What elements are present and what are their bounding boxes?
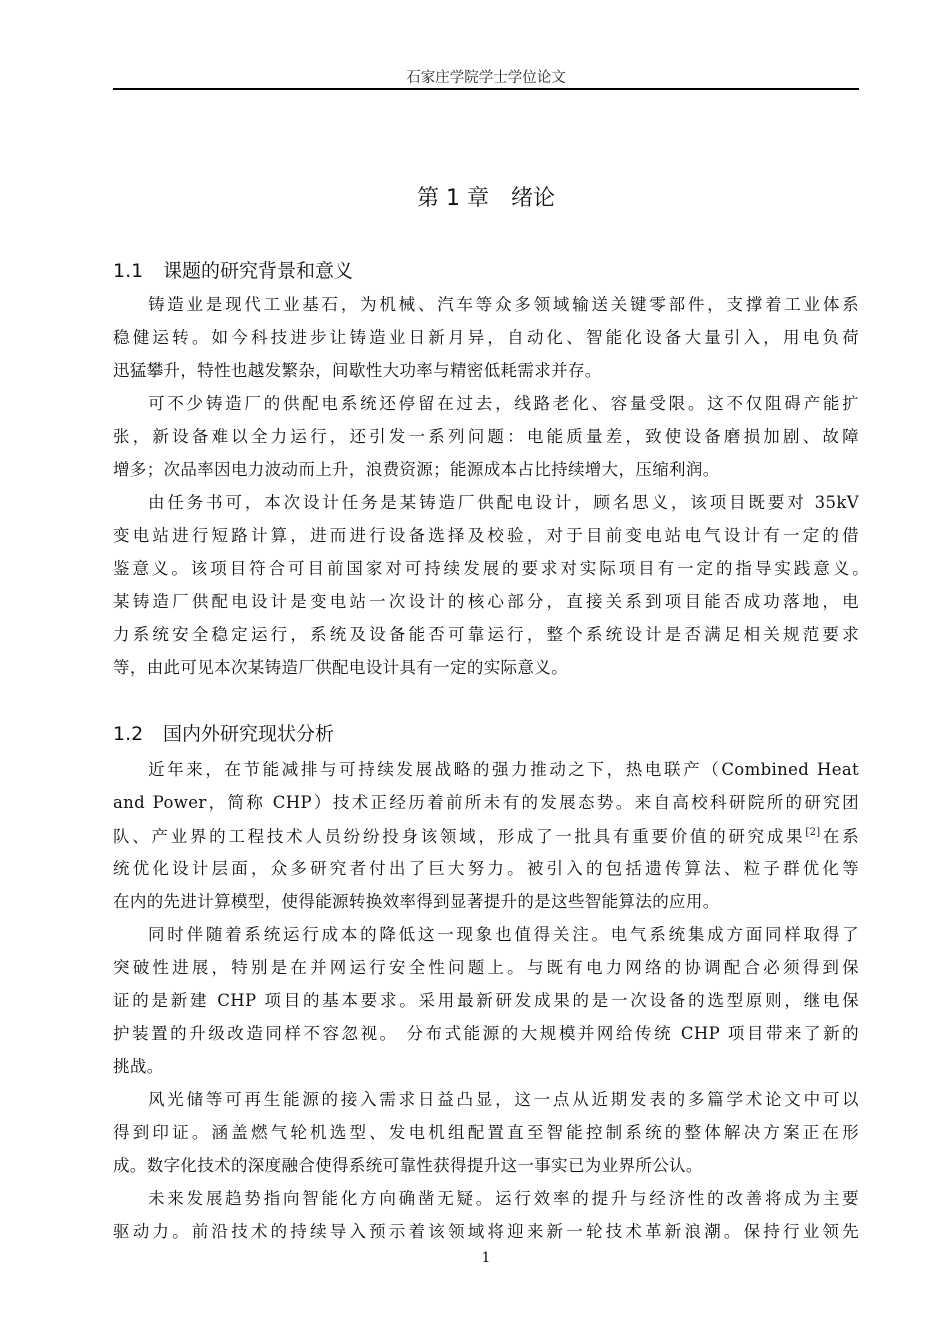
body-line: 得到印证。涵盖燃气轮机选型、发电机组配置直至智能控制系统的整体解决方案正在形 (113, 1123, 859, 1142)
body-line: 突破性进展，特别是在并网运行安全性问题上。与既有电力网络的协调配合必须得到保 (113, 958, 859, 977)
body-line: 等，由此可见本次某铸造厂供配电设计具有一定的实际意义。 (113, 658, 568, 677)
body-line: 鉴意义。该项目符合可目前国家对可持续发展的要求对实际项目有一定的指导实践意义。 (113, 559, 869, 578)
body-line: 成。数字化技术的深度融合使得系统可靠性获得提升这一事实已为业界所公认。 (113, 1156, 703, 1175)
body-text: 队、产业界的工程技术人员纷纷投身该领域，形成了一批具有重要价值的研究成果 (113, 827, 806, 846)
running-header: 石家庄学院学士学位论文 (406, 70, 566, 86)
page-number: 1 (481, 1250, 491, 1266)
body-line: 同时伴随着系统运行成本的降低这一现象也值得关注。电气系统集成方面同样取得了 (148, 925, 859, 944)
section-title: 课题的研究背景和意义 (163, 260, 354, 282)
body-line: 铸造业是现代工业基石，为机械、汽车等众多领域输送关键零部件，支撑着工业体系 (148, 295, 859, 314)
body-line: 未来发展趋势指向智能化方向确凿无疑。运行效率的提升与经济性的改善将成为主要 (148, 1189, 859, 1208)
citation-ref: [2] (805, 827, 821, 838)
section-heading (113, 719, 334, 746)
body-line: 某铸造厂供配电设计是变电站一次设计的核心部分，直接关系到项目能否成功落地，电 (113, 592, 859, 611)
body-text: 在系 (820, 827, 859, 846)
body-line: 证的是新建 CHP 项目的基本要求。采用最新研发成果的是一次设备的选型原则，继电保 (113, 991, 859, 1010)
section-number: 1.1 (113, 260, 144, 282)
body-line: 由任务书可，本次设计任务是某铸造厂供配电设计，顾名思义，该项目既要对 35kV (148, 493, 859, 512)
body-line: 增多；次品率因电力波动而上升，浪费资源；能源成本占比持续增大，压缩利润。 (113, 460, 720, 479)
chapter-name: 绪论 (510, 186, 555, 211)
body-line: 变电站进行短路计算，进而进行设备选择及校验，对于目前变电站电气设计有一定的借 (113, 526, 859, 545)
section-number: 1.2 (113, 723, 144, 745)
body-line: 可不少铸造厂的供配电系统还停留在过去，线路老化、容量受限。这不仅阻碍产能扩 (148, 394, 859, 413)
body-line: 迅猛攀升，特性也越发繁杂，间歇性大功率与精密低耗需求并存。 (113, 361, 602, 380)
body-line: 稳健运转。如今科技进步让铸造业日新月异，自动化、智能化设备大量引入，用电负荷 (113, 328, 859, 347)
body-line: and Power，简称 CHP）技术正经历着前所未有的发展态势。来自高校科研院所的研究团 (113, 793, 859, 812)
body-line: 护装置的升级改造同样不容忽视。 分布式能源的大规模并网给传统 CHP 项目带来了新的 (113, 1024, 859, 1043)
chapter-title (113, 181, 859, 212)
body-line (113, 828, 859, 846)
body-line: 驱动力。前沿技术的持续导入预示着该领域将迎来新一轮技术革新浪潮。保持行业领先 (113, 1222, 859, 1241)
body-line: 统优化设计层面，众多研究者付出了巨大努力。被引入的包括遗传算法、粒子群优化等 (113, 859, 859, 878)
body-line: 力系统安全稳定运行，系统及设备能否可靠运行，整个系统设计是否满足相关规范要求 (113, 625, 859, 644)
header-rule (113, 88, 859, 90)
body-line: 在内的先进计算模型，使得能源转换效率得到显著提升的是这些智能算法的应用。 (113, 892, 720, 911)
chapter-number: 第 1 章 (417, 186, 489, 211)
section-title: 国内外研究现状分析 (163, 723, 335, 745)
body-line: 挑战。 (113, 1057, 164, 1076)
body-line: 近年来，在节能减排与可持续发展战略的强力推动之下，热电联产（Combined Heat (148, 760, 859, 779)
section-heading (113, 256, 353, 283)
body-line: 张，新设备难以全力运行，还引发一系列问题：电能质量差，致使设备磨损加剧、故障 (113, 427, 859, 446)
body-line: 风光储等可再生能源的接入需求日益凸显，这一点从近期发表的多篇学术论文中可以 (148, 1090, 859, 1109)
